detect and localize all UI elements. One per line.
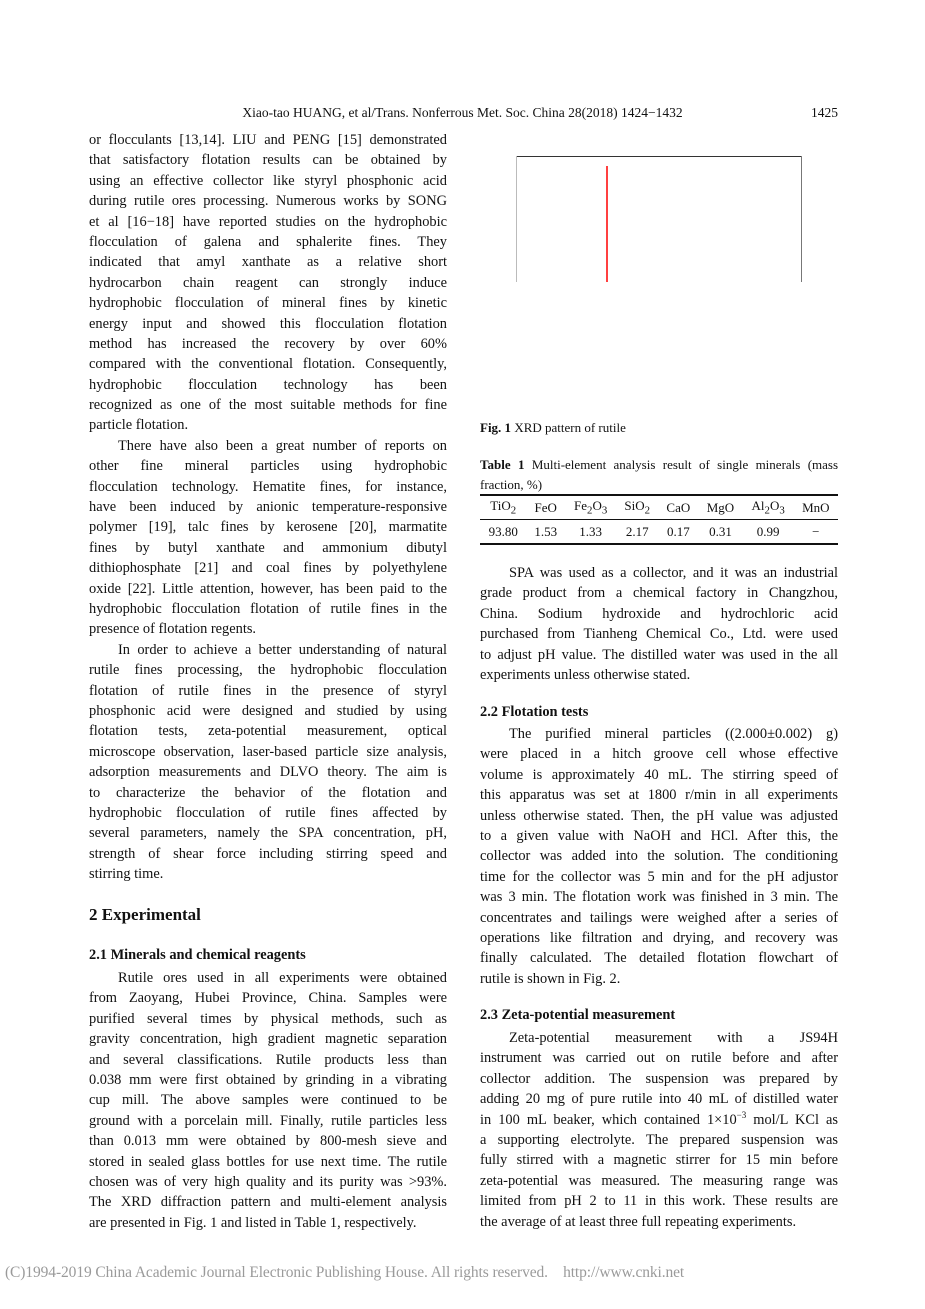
composition-table <box>480 496 838 543</box>
text-line: stirring time. <box>89 866 164 883</box>
text-line: hydrophobic flocculation flotation of rutile fines in the <box>89 600 447 617</box>
table-cell: 0.99 <box>756 523 780 539</box>
table-cell: 0.17 <box>666 523 690 539</box>
text-line: collector was added into the solution. The conditioning <box>480 848 838 865</box>
text-line: experiments unless otherwise stated. <box>480 666 691 683</box>
text-line: et al [16−18] have reported studies on the hydrophobic <box>89 213 447 230</box>
text-line: purchased from Tianheng Chemical Co., Ltd. were used <box>480 626 838 643</box>
figure-caption <box>480 418 626 438</box>
paragraph <box>480 724 838 989</box>
text-line: flocculation of galena and sphalerite fines. They <box>89 233 447 250</box>
figure-top-border <box>516 156 802 157</box>
text-line: or flocculants [13,14]. LIU and PENG [15] demonstrated <box>89 132 447 148</box>
text-line: concentrates and tailings were weighed after a series of <box>480 909 838 926</box>
text-line: recognized as one of the most suitable methods for fine <box>89 397 447 414</box>
table-cell: 1.53 <box>534 523 558 539</box>
header-tio2: TiO$_2$ <box>490 498 517 517</box>
header-mgo: MgO <box>706 499 735 515</box>
text-line: particle flotation. <box>89 417 189 434</box>
text-line: were placed in a hitch groove cell whose effective <box>480 746 838 763</box>
text-line: ground with a porcelain mill. Finally, rutile particles less <box>89 1112 447 1129</box>
text-line: in 100 mL beaker, which contained $1\times 10^{-3}$ mol/L KCl as <box>480 1109 838 1128</box>
table-cell: − <box>812 523 820 539</box>
page-number: 1425 <box>811 105 838 120</box>
text-line: have been induced by anionic temperature-responsive <box>89 499 447 516</box>
text-line: during rutile ores processing. Numerous works by SONG <box>89 193 447 210</box>
text-line: Zeta-potential measurement with a JS94H <box>509 1030 838 1046</box>
figure-label: Fig. 1 <box>480 420 512 435</box>
header-mno: MnO <box>802 499 830 515</box>
text-line: hydrophobic flocculation of mineral fines by kinetic <box>89 295 447 312</box>
left-column <box>89 130 447 884</box>
text-line: dithiophosphate [21] and coal fines by polyethylene <box>89 560 447 577</box>
text-line: several parameters, namely the SPA concentration, pH, <box>89 825 447 842</box>
paragraph <box>480 563 838 685</box>
copyright-footer <box>5 1264 684 1282</box>
text-line: time for the collector was 5 min and for the pH adjustor <box>480 868 838 885</box>
text-line: to adjust pH value. The distilled water was used in the all <box>480 646 838 663</box>
table-label: Table 1 <box>480 457 525 472</box>
text-line: fines by butyl xanthate and ammonium dibutyl <box>89 539 447 556</box>
running-header <box>0 105 925 121</box>
footer-url[interactable]: http://www.cnki.net <box>563 1264 685 1281</box>
table-cell: 2.17 <box>625 523 649 539</box>
table-cell: 0.31 <box>709 523 732 539</box>
text-line: polymer [19], talc fines by kerosene [20], marmatite <box>89 519 447 536</box>
xrd-peak-line <box>606 166 608 282</box>
text-line: and several classifications. Rutile products less than <box>89 1051 447 1068</box>
table-caption-line: fraction, %) <box>480 477 543 492</box>
header-cao: CaO <box>666 499 691 515</box>
text-line: are presented in Fig. 1 and listed in Table 1, respectively. <box>89 1214 417 1231</box>
paragraph-part <box>480 1028 838 1110</box>
text-line: energy input and showed this flocculation flotation <box>89 315 447 332</box>
text-line: was 3 min. The flotation work was finished in 3 min. The <box>480 889 838 906</box>
header-sio2: SiO$_2$ <box>624 498 651 517</box>
text-line: unless otherwise stated. Then, the pH value was adjusted <box>480 807 838 824</box>
text-line: 0.038 mm were first obtained by grinding in a vibrating <box>89 1071 447 1088</box>
text-line: operations like filtration and drying, and recovery was <box>480 929 838 946</box>
header-feo: FeO <box>534 499 557 515</box>
paragraph <box>89 436 447 640</box>
paragraph <box>89 130 447 436</box>
text-line: cup mill. The above samples were continued to be <box>89 1092 447 1109</box>
text-line: purified several times by physical methods, such as <box>89 1010 447 1027</box>
figure-left-axis <box>516 156 517 282</box>
xrd-figure <box>516 156 802 282</box>
text-line: hydrophobic flocculation technology has been <box>89 376 447 393</box>
text-line: indicated that amyl xanthate as a relative short <box>89 254 447 271</box>
table-cell: 1.33 <box>579 523 603 539</box>
section-heading: 2 Experimental <box>89 905 201 924</box>
paragraph-part <box>480 1130 838 1232</box>
header-fe2o3: $Fe_2O_3$ <box>574 498 608 517</box>
text-line: flotation tests, zeta-potential measurement, optical <box>89 723 447 740</box>
text-line: limited from pH 2 to 11 in this work. These results are <box>480 1193 838 1210</box>
table-caption-line: Multi-element analysis result of single minerals (mass <box>531 457 839 472</box>
text-line: flotation of rutile fines in the presence of styryl <box>89 682 447 699</box>
text-line: zeta-potential was measured. The measuring range was <box>480 1172 838 1189</box>
text-line: method has increased the recovery by over 60% <box>89 335 447 352</box>
text-line: than 0.013 mm were obtained by 800-mesh sieve and <box>89 1133 447 1150</box>
subsection-heading: 2.3 Zeta-potential measurement <box>480 1007 676 1023</box>
text-line: stored in sealed glass bottles for use next time. The rutile <box>89 1153 447 1170</box>
subsection-heading: 2.2 Flotation tests <box>480 704 589 720</box>
text-line: The XRD diffraction pattern and multi-element analysis <box>89 1194 447 1211</box>
text-line: compared with the conventional flotation. Consequently, <box>89 356 447 373</box>
text-line: collector addition. The suspension was prepared by <box>480 1070 838 1087</box>
paragraph <box>89 968 447 1233</box>
figure-caption-text: XRD pattern of rutile <box>514 420 626 435</box>
text-line: this apparatus was set at 1800 r/min in all experiments <box>480 787 838 804</box>
table-1 <box>480 494 838 545</box>
table-header-row <box>480 496 838 520</box>
text-line: other fine mineral particles using hydrophobic <box>89 458 447 475</box>
text-line: flocculation technology. Hematite fines, for instance, <box>89 478 447 495</box>
copyright-text: (C)1994-2019 China Academic Journal Electronic Publishing House. All rights reserved. <box>5 1264 548 1281</box>
table-row <box>480 520 838 544</box>
text-line: a supporting electrolyte. The prepared suspension was <box>480 1131 838 1148</box>
header-al2o3: $Al_2O_3$ <box>751 498 785 517</box>
text-line: instrument was carried out on rutile before and after <box>480 1050 838 1067</box>
text-line: the average of at least three full repeating experiments. <box>480 1213 797 1230</box>
text-line: that satisfactory flotation results can be obtained by <box>89 152 447 169</box>
subsection-heading: 2.1 Minerals and chemical reagents <box>89 947 306 963</box>
text-line: The purified mineral particles ((2.000±0.002) g) <box>509 726 838 742</box>
text-line: grade product from a chemical factory in Changzhou, <box>480 585 838 602</box>
text-line: adding 20 mg of pure rutile into 40 mL of distilled water <box>480 1091 838 1108</box>
text-line: hydrocarbon chain reagent can strongly induce <box>89 274 447 291</box>
text-line: using an effective collector like styryl phosphonic acid <box>89 172 447 189</box>
text-line: China. Sodium hydroxide and hydrochloric acid <box>480 605 838 622</box>
text-line: fully stirred with a magnetic stirrer for 15 min before <box>480 1152 838 1169</box>
text-line: strength of shear force including stirring speed and <box>89 845 447 862</box>
text-line: finally calculated. The detailed flotation flowchart of <box>480 950 838 967</box>
running-title: Xiao-tao HUANG, et al/Trans. Nonferrous Met. Soc. China 28(2018) 1424−1432 <box>242 105 683 120</box>
text-line: adsorption measurements and DLVO theory. The aim is <box>89 764 447 781</box>
text-line: rutile fines processing, the hydrophobic flocculation <box>89 662 447 679</box>
text-line: chosen was of very high quality and its purity was >93%. <box>89 1173 447 1190</box>
text-line: to characterize the behavior of the flotation and <box>89 784 447 801</box>
figure-right-axis <box>801 156 802 282</box>
text-line: microscope observation, laser-based particle size analysis, <box>89 743 447 760</box>
table-caption <box>480 455 838 495</box>
text-line: to a given value with NaOH and HCl. After this, the <box>480 827 838 844</box>
paragraph <box>89 640 447 885</box>
text-line: Rutile ores used in all experiments were obtained <box>118 970 447 986</box>
table-cell: 93.80 <box>488 523 518 539</box>
text-line: hydrophobic flocculation of rutile fines affected by <box>89 804 447 821</box>
text-line: rutile is shown in Fig. 2. <box>480 970 621 987</box>
text-line: volume is approximately 40 mL. The stirring speed of <box>480 766 838 783</box>
paragraph <box>480 1028 838 1232</box>
text-line: gravity concentration, high gradient magnetic separation <box>89 1031 447 1048</box>
text-line: presence of flotation regents. <box>89 621 257 638</box>
text-line: phosphonic acid were designed and studied by using <box>89 702 447 719</box>
text-line: In order to achieve a better understanding of natural <box>118 641 447 658</box>
text-line: from Zaoyang, Hubei Province, China. Samples were <box>89 990 447 1007</box>
text-line: There have also been a great number of reports on <box>118 437 447 454</box>
text-line: oxide [22]. Little attention, however, has been paid to the <box>89 580 447 597</box>
text-line: SPA was used as a collector, and it was an industrial <box>509 565 838 581</box>
